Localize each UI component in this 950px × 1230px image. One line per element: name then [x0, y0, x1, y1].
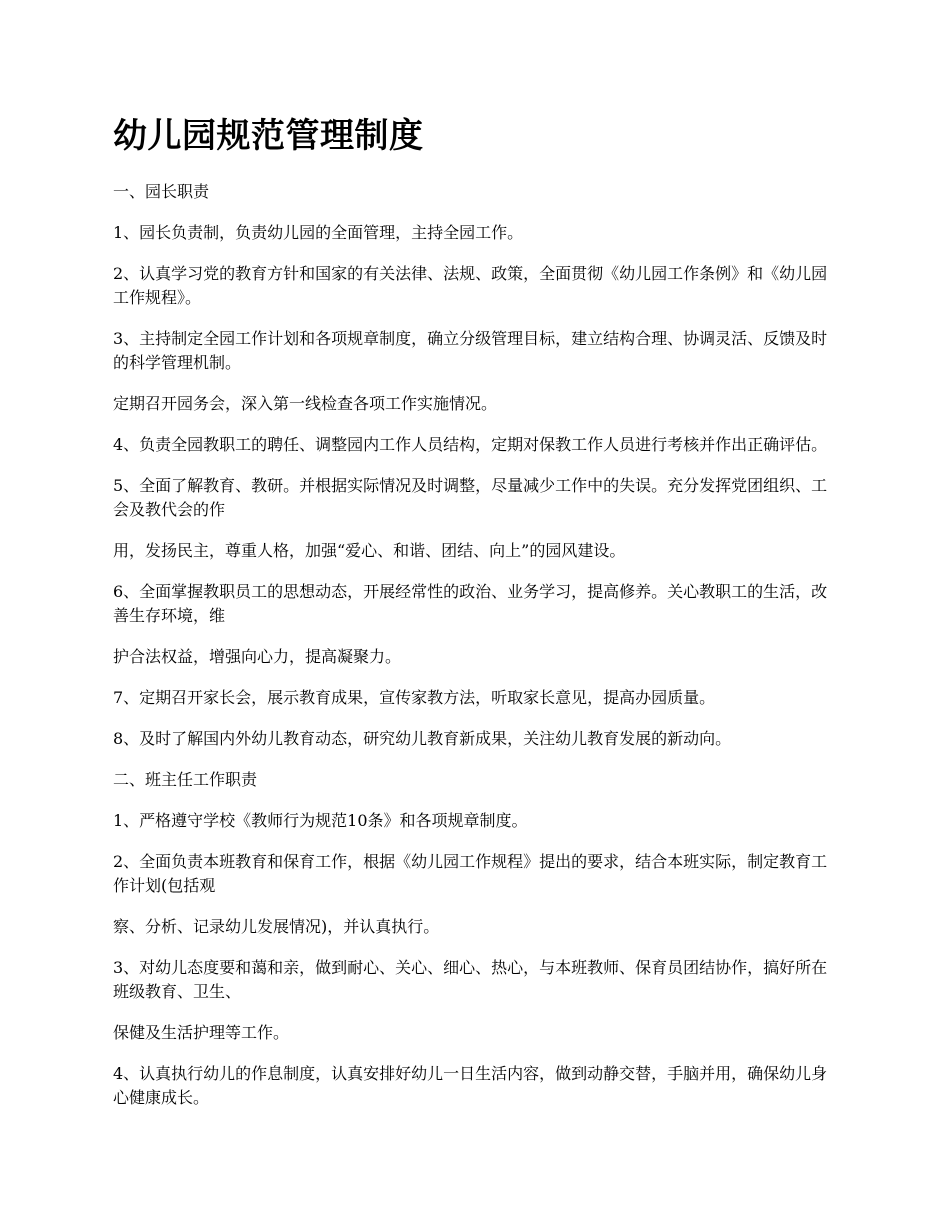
paragraph: 1、严格遵守学校《教师行为规范10条》和各项规章制度。	[113, 811, 528, 830]
paragraph: 护合法权益，增强向心力，提高凝聚力。	[113, 647, 402, 666]
document-page	[113, 110, 843, 1127]
paragraph: 3、主持制定全园工作计划和各项规章制度，确立分级管理目标，建立结构合理、协调灵活、反馈及时的科学管理机制。	[113, 329, 828, 372]
paragraph: 6、全面掌握教职员工的思想动态，开展经常性的政治、业务学习，提高修养。关心教职工的生活，改善生存环境，维	[113, 582, 828, 625]
section-heading: 二、班主任工作职责	[113, 770, 258, 789]
paragraph: 察、分析、记录幼儿发展情况)，并认真执行。	[113, 917, 440, 936]
paragraph: 4、认真执行幼儿的作息制度，认真安排好幼儿一日生活内容，做到动静交替，手脑并用，确保幼儿身心健康成长。	[113, 1064, 828, 1107]
paragraph: 7、定期召开家长会，展示教育成果，宣传家教方法，听取家长意见，提高办园质量。	[113, 688, 716, 707]
document-title: 幼儿园规范管理制度	[113, 116, 424, 156]
paragraph: 用，发扬民主，尊重人格，加强“爱心、和谐、团结、向上”的园风建设。	[113, 541, 626, 560]
paragraph: 保健及生活护理等工作。	[113, 1023, 290, 1042]
paragraph: 8、及时了解国内外幼儿教育动态，研究幼儿教育新成果，关注幼儿教育发展的新动向。	[113, 729, 732, 748]
paragraph: 定期召开园务会，深入第一线检查各项工作实施情况。	[113, 394, 498, 413]
paragraph: 3、对幼儿态度要和蔼和亲，做到耐心、关心、细心、热心，与本班教师、保育员团结协作，搞好所在班级教育、卫生、	[113, 958, 828, 1001]
paragraph: 1、园长负责制，负责幼儿园的全面管理，主持全园工作。	[113, 223, 524, 242]
paragraph: 5、全面了解教育、教研。并根据实际情况及时调整，尽量减少工作中的失误。充分发挥党团组织、工会及教代会的作	[113, 476, 828, 519]
paragraph: 4、负责全园教职工的聘任、调整园内工作人员结构，定期对保教工作人员进行考核并作出正确评估。	[113, 435, 828, 454]
paragraph: 2、全面负责本班教育和保育工作，根据《幼儿园工作规程》提出的要求，结合本班实际，制定教育工作计划(包括观	[113, 852, 828, 895]
section-heading: 一、园长职责	[113, 182, 210, 201]
paragraph: 2、认真学习党的教育方针和国家的有关法律、法规、政策，全面贯彻《幼儿园工作条例》和《幼儿园工作规程》。	[113, 264, 828, 307]
